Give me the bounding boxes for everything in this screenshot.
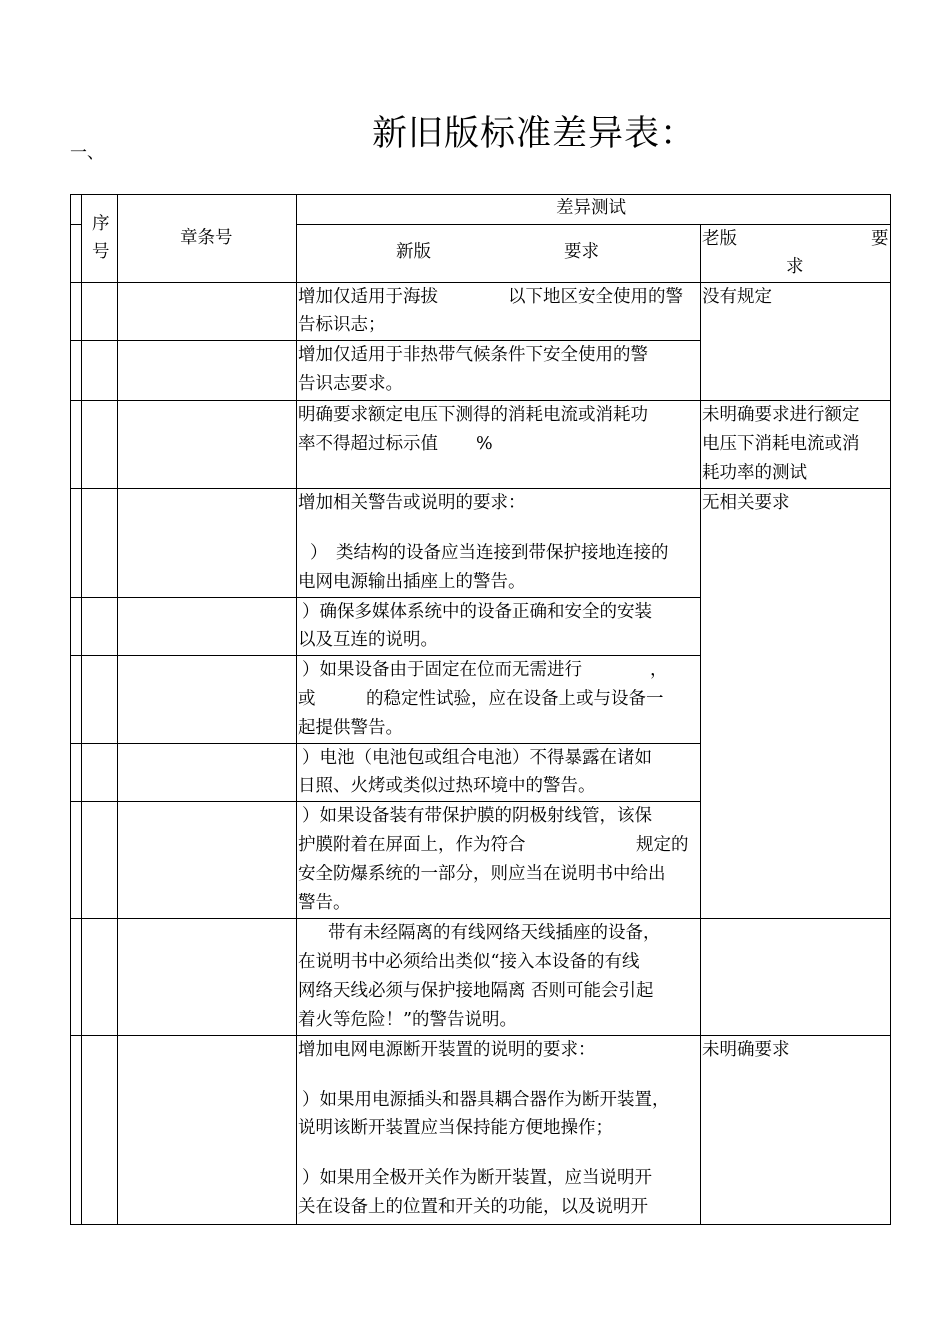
header-seq-2: 号: [92, 242, 110, 262]
header-new: 新版: [396, 242, 431, 262]
row3-old-text: 无相关要求: [702, 493, 790, 513]
row1-old-text: 没有规定: [702, 287, 772, 307]
header-old: 老版: [702, 229, 737, 249]
row3-item-c: ，: [650, 660, 668, 680]
table-gridline: [296, 224, 891, 225]
row3-item-a: 类结构的设备应当连接到带保护接地连接的: [336, 543, 669, 563]
row3-item-c: ）如果设备由于固定在位而无需进行: [302, 660, 582, 680]
row5-intro-text: 增加电网电源断开装置的说明的要求：: [298, 1040, 596, 1060]
row3-item-c: 或: [298, 689, 316, 709]
header-seq-1: 序: [92, 214, 110, 234]
row3-item-b: 以及互连的说明。: [298, 630, 438, 650]
header-old-req-1: 要: [871, 229, 889, 249]
page-title: 新旧版标准差异表：: [372, 114, 697, 154]
row2-old-text: 未明确要求进行额定: [702, 405, 860, 425]
row2-old-text: 电压下消耗电流或消: [702, 434, 860, 454]
row3-intro-text: 增加相关警告或说明的要求：: [298, 493, 526, 513]
row5-old-text: 未明确要求: [702, 1040, 790, 1060]
row2-new-text: 明确要求额定电压下测得的消耗电流或消耗功: [298, 405, 648, 425]
row5-item-b: ）如果用全极开关作为断开装置，应当说明开: [302, 1168, 652, 1188]
row4-new-text: 在说明书中必须给出类似“接入本设备的有线: [298, 952, 640, 972]
row2-old-text: 耗功率的测试: [702, 463, 807, 483]
header-clause: 章条号: [180, 228, 233, 248]
table-border-bottom: [70, 1224, 891, 1225]
row3-item-e: 警告。: [298, 893, 351, 913]
row5-item-a: ）如果用电源插头和器具耦合器作为断开装置，: [302, 1090, 670, 1110]
table-border-top: [70, 194, 891, 195]
table-gridline: [117, 194, 118, 1225]
header-diff-test: 差异测试: [556, 198, 626, 218]
row4-new-text: 着火等危险！”的警告说明。: [298, 1010, 517, 1030]
row5-item-a: 说明该断开装置应当保持能方便地操作；: [298, 1118, 613, 1138]
table-border-left: [70, 194, 71, 1225]
row5-item-b: 关在设备上的位置和开关的功能，以及说明开: [298, 1197, 648, 1217]
row4-new-text: 网络天线必须与保护接地隔离 否则可能会引起: [298, 981, 654, 1001]
row3-item-a: 电网电源输出插座上的警告。: [298, 572, 526, 592]
row1-new-a-text: 增加仅适用于海拔: [298, 287, 438, 307]
difference-table: [70, 194, 891, 1225]
row3-item-b: ）确保多媒体系统中的设备正确和安全的安装: [302, 602, 652, 622]
row1-new-b-text: 增加仅适用于非热带气候条件下安全使用的警: [298, 345, 648, 365]
table-border-right: [890, 194, 891, 1225]
row1-new-a-text: 以下地区安全使用的警: [508, 287, 683, 307]
row3-item-e: 规定的: [636, 835, 689, 855]
row2-new-text: 率不得超过标示值: [298, 434, 438, 454]
row3-item-c: 的稳定性试验，应在设备上或与设备一: [366, 689, 664, 709]
row2-new-text: %: [476, 434, 493, 454]
table-gridline: [700, 224, 701, 1225]
row4-new-text: 带有未经隔离的有线网络天线插座的设备，: [328, 923, 661, 943]
row3-item-d: 日照、火烤或类似过热环境中的警告。: [298, 776, 596, 796]
row3-item-d: ）电池（电池包或组合电池）不得暴露在诸如: [302, 748, 652, 768]
table-gridline: [296, 194, 297, 1225]
table-gridline: [70, 224, 81, 225]
table-gridline: [81, 194, 82, 1225]
row3-item-e: ）如果设备装有带保护膜的阴极射线管，该保: [302, 806, 652, 826]
row1-new-a-text: 告标识志；: [298, 315, 386, 335]
row3-item-a: ）: [310, 543, 328, 563]
header-new-req: 要求: [564, 242, 599, 262]
row1-new-b-text: 告识志要求。: [298, 374, 403, 394]
row3-item-c: 起提供警告。: [298, 718, 403, 738]
row3-item-e: 安全防爆系统的一部分，则应当在说明书中给出: [298, 864, 666, 884]
header-old-req-2: 求: [786, 257, 804, 277]
section-number: 一、: [70, 143, 104, 163]
row3-item-e: 护膜附着在屏面上，作为符合: [298, 835, 526, 855]
